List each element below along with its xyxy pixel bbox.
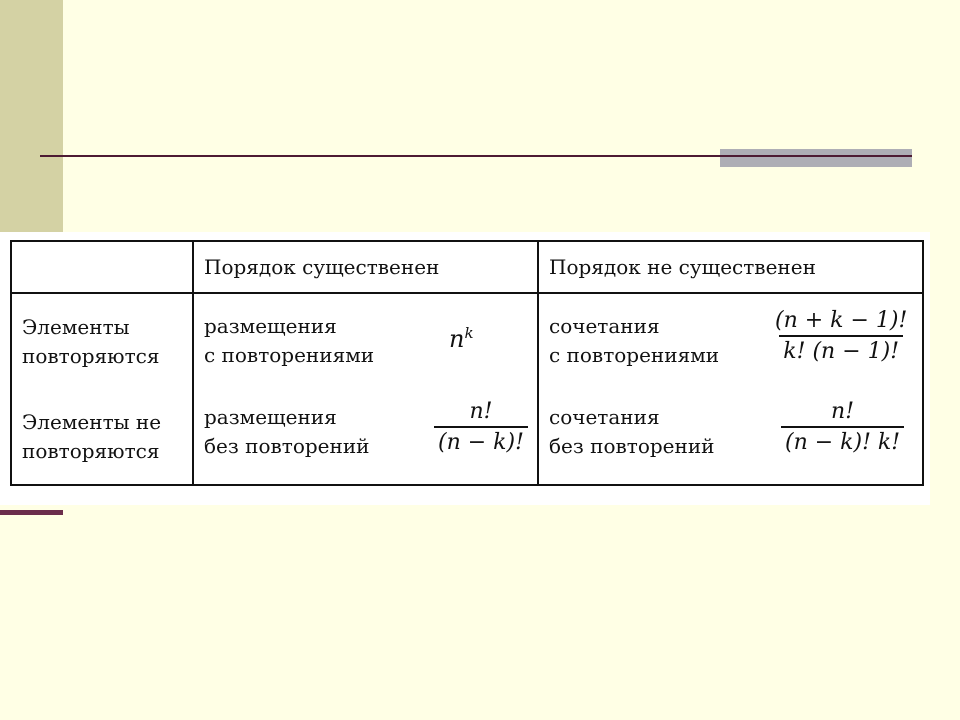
formula-denominator: (n − k)! k! — [781, 426, 904, 455]
cell-combinations-with-repetition — [538, 293, 923, 389]
row-label-with-repetition — [11, 293, 193, 389]
table-header-row — [11, 241, 923, 293]
cell-term-qualifier: без повторений — [204, 434, 370, 458]
cell-term-qualifier: с повторениями — [204, 343, 375, 367]
formula-combinations-without-repetition — [781, 399, 904, 455]
cell-arrangements-with-repetition — [193, 293, 538, 389]
formula-arrangements-without-repetition — [434, 399, 528, 455]
left-accent-band — [0, 0, 63, 232]
cell-term-qualifier: с повторениями — [549, 343, 720, 367]
cell-arrangements-without-repetition — [193, 389, 538, 485]
table-row-without-repetition — [11, 389, 923, 485]
header-order-matters: Порядок существенен — [193, 241, 538, 293]
cell-term: сочетания — [549, 405, 660, 429]
cell-term: размещения — [204, 405, 337, 429]
formula-numerator: n! — [831, 399, 855, 424]
combinatorics-table — [10, 240, 924, 486]
formula-n-power-k — [449, 324, 474, 353]
cell-term: сочетания — [549, 314, 660, 338]
row-label-line2: повторяются — [22, 438, 160, 463]
formula-combinations-with-repetition — [771, 308, 911, 364]
title-accent-bar — [720, 149, 912, 167]
cell-combinations-without-repetition — [538, 389, 923, 485]
row-label-line1: Элементы — [22, 314, 130, 339]
formula-numerator: (n + k − 1)! — [775, 308, 908, 333]
row-label-line2: повторяются — [22, 343, 160, 368]
cell-term: размещения — [204, 314, 337, 338]
formula-denominator: (n − k)! — [434, 426, 528, 455]
formula-numerator: n! — [469, 399, 493, 424]
cell-term-qualifier: без повторений — [549, 434, 715, 458]
formula-exponent: k — [464, 324, 474, 342]
table-panel — [0, 232, 930, 505]
header-corner — [11, 241, 193, 293]
header-order-not-matters: Порядок не существенен — [538, 241, 923, 293]
formula-denominator: k! (n − 1)! — [779, 335, 903, 364]
formula-base: n — [449, 325, 465, 353]
row-label-line1: Элементы не — [22, 409, 162, 434]
table-row-with-repetition — [11, 293, 923, 389]
bottom-accent-mark — [0, 510, 63, 515]
row-label-without-repetition — [11, 389, 193, 485]
